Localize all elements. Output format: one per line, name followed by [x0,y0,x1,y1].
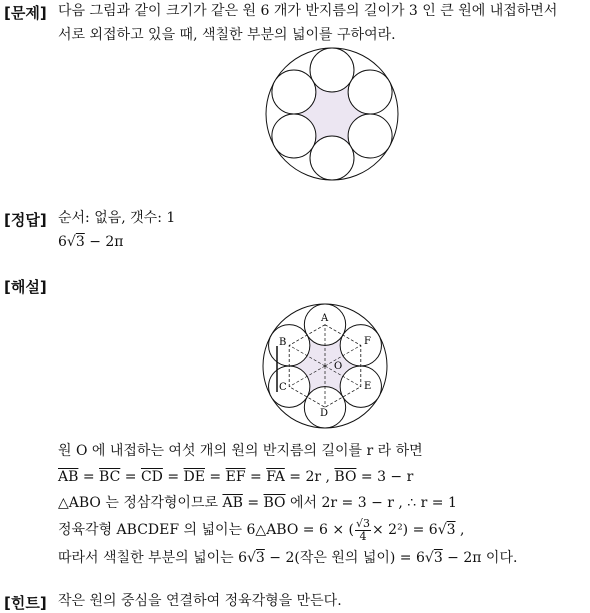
point-D: D [320,408,329,419]
point-B: B [279,337,287,348]
hint-label: [힌트] [4,594,47,612]
answer-line-1: 순서: 없음, 갯수: 1 [58,210,176,226]
point-A: A [321,313,329,324]
point-E: E [364,381,372,392]
solution-line-1: 원 O 에 내접하는 여섯 개의 원의 반지름의 길이를 r 라 하면 [58,443,423,459]
problem-line-2: 서로 외접하고 있을 때, 색칠한 부분의 넓이를 구하여라. [58,27,396,43]
point-C: C [279,382,287,393]
small-circle [272,114,316,158]
small-circle [272,70,316,114]
solution-line-3: △ABO 는 정삼각형이므로 $\overline{AB} = \overline{BO}$ 에서 2r = 3 − r , ∴ r = 1 [58,495,457,511]
solution-label: [해설] [4,278,47,296]
solution-figure [258,300,398,430]
answer-formula: 6√3 − 2π [58,234,124,250]
small-circle [310,48,354,92]
answer-label: [정답] [4,211,47,229]
solution-line-5: 따라서 색칠한 부분의 넓이는 6√3 − 2(작은 원의 넓이) = 6√3 − 2π 이다. [58,550,518,566]
hint-text: 작은 원의 중심을 연결하여 정육각형을 만든다. [58,593,342,609]
problem-label: [문제] [4,4,47,22]
small-circle [348,70,392,114]
point-F: F [364,336,371,347]
problem-line-1: 다음 그림과 같이 크기가 같은 원 6 개가 반지름의 길이가 3 인 큰 원에 내접하면서 [58,3,558,19]
point-O: O [334,361,343,372]
solution-line-2: $\overline{AB} = \overline{BC} = \overline{CD} = \overline{DE} = \overline{EF} = \overline{FA} = 2r$ , $\overline{BO} = 3 - r$ [58,469,414,485]
small-circle [348,114,392,158]
solution-line-4: 정육각형 ABCDEF 의 넓이는 6△ABO = 6 × ( $\frac{√3}{4}$ × 2²) = 6√3 , [58,516,465,543]
small-circle [310,136,354,180]
problem-figure [262,44,402,184]
